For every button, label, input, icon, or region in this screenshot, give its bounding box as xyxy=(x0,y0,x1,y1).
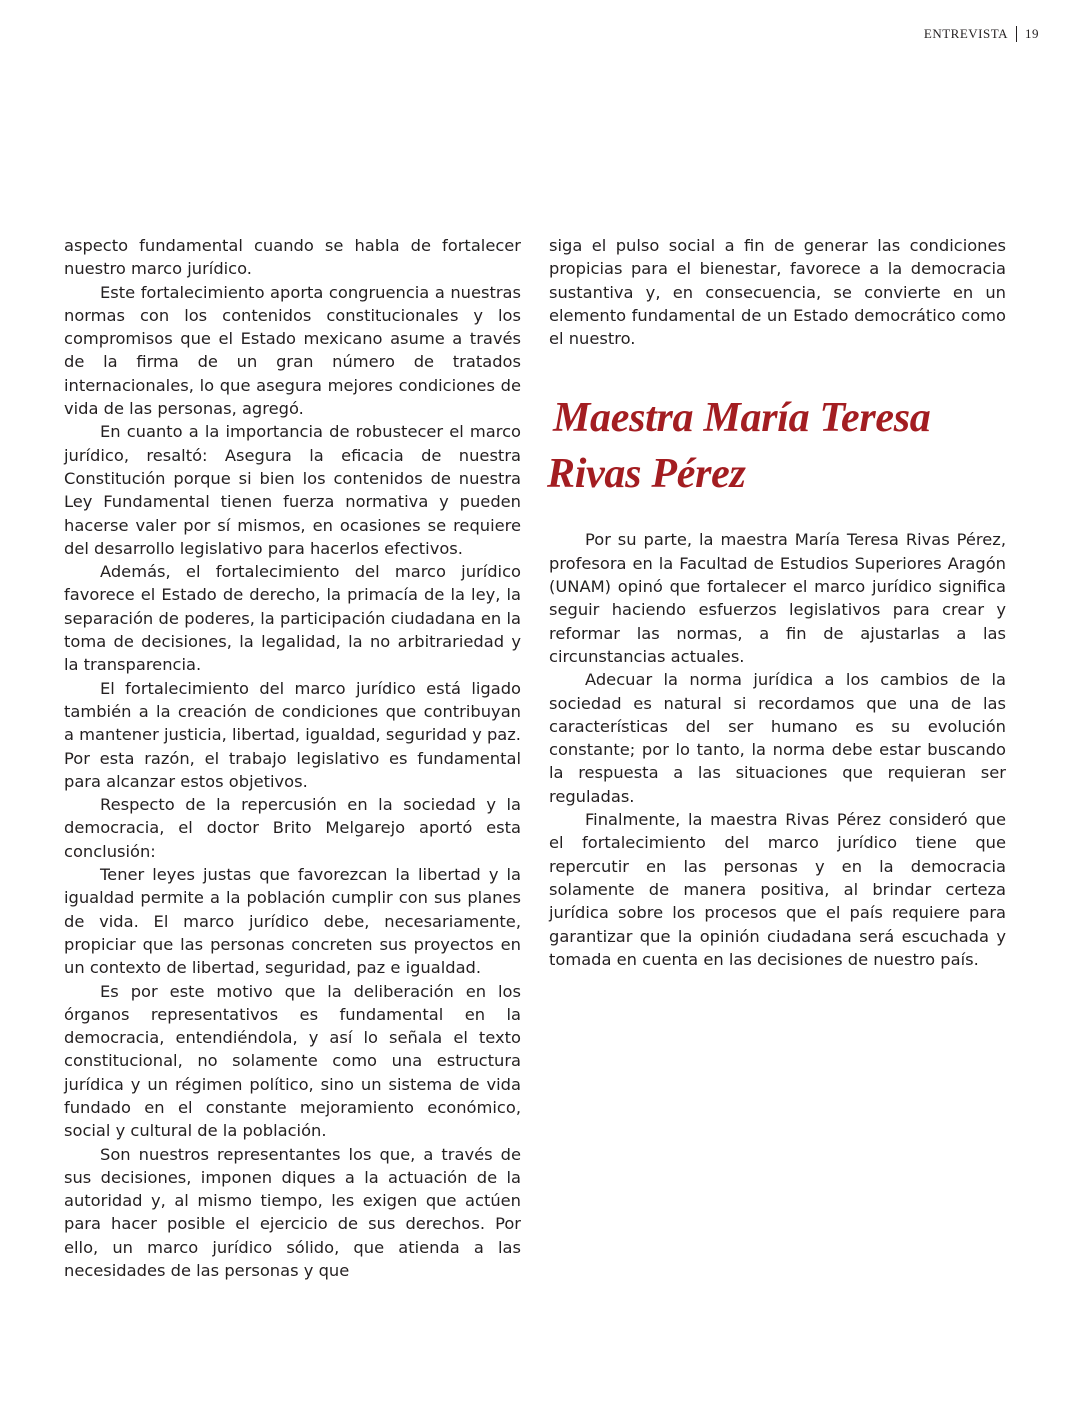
right-column xyxy=(549,234,1006,971)
paragraph: Es por este motivo que la deliberación en los órganos representativos es fundamental en la democracia, entendiéndola, y así lo señala el texto constitucional, no solamente como una estructura jurídica y un régimen político, sino un sistema de vida fundado en el constante mejoramiento económico, social y cultural de la población. xyxy=(64,981,521,1141)
paragraph: Tener leyes justas que favorezcan la libertad y la igualdad permite a la población cumplir con sus planes de vida. El marco jurídico debe, necesariamente, propiciar que las personas concreten sus proyectos en un contexto de libertad, seguridad, paz e igualdad. xyxy=(64,865,521,978)
paragraph: En cuanto a la importancia de robustecer el marco jurídico, resaltó: Asegura la eficacia de nuestra Constitución porque si bien los contenidos de nuestra Ley Fundamental tienen fuerza normativa y pueden hacerse valer por sí mismos, en ocasiones se requiere del desarrollo legislativo para hacerlos efectivos. xyxy=(64,422,521,558)
section-heading xyxy=(547,390,1006,502)
page-number: 19 xyxy=(1025,26,1039,41)
running-header xyxy=(924,26,1039,42)
left-column xyxy=(64,234,521,1282)
paragraph: siga el pulso social a fin de generar las condiciones propicias para el bienestar, favorece a la democracia sustantiva y, en consecuencia, se convierte en un elemento fundamental de un Estado democrático como el nuestro. xyxy=(549,236,1006,349)
paragraph: Además, el fortalecimiento del marco jurídico favorece el Estado de derecho, la primacía de la ley, la separación de poderes, la participación ciudadana en la toma de decisiones, la legalidad, la no arbitrariedad y la transparencia. xyxy=(64,562,521,675)
paragraph: Por su parte, la maestra María Teresa Rivas Pérez, profesora en la Facultad de Estudios Superiores Aragón (UNAM) opinó que fortalecer el marco jurídico significa seguir haciendo esfuerzos legislativos para crear y reformar las normas, a fin de ajustarlas a las circunstancias actuales. xyxy=(549,530,1006,666)
section-label: ENTREVISTA xyxy=(923,26,1008,41)
paragraph: Adecuar la norma jurídica a los cambios de la sociedad es natural si recordamos que una de las características del ser humano es su evolución constante; por lo tanto, la norma debe estar buscando la respuesta a las situaciones que requieran ser reguladas. xyxy=(549,670,1006,806)
heading-line: Maestra María Teresa xyxy=(553,395,931,442)
paragraph: El fortalecimiento del marco jurídico está ligado también a la creación de condiciones que contribuyan a mantener justicia, libertad, igualdad, seguridad y paz. Por esta razón, el trabajo legislativo es fundamental para alcanzar estos objetivos. xyxy=(64,678,521,791)
header-divider xyxy=(1016,26,1017,42)
paragraph: Finalmente, la maestra Rivas Pérez consideró que el fortalecimiento del marco jurídico tiene que repercutir en las personas y en la democracia solamente de manera positiva, al brindar certeza jurídica sobre los procesos que el país requiere para garantizar que la opinión ciudadana será escuchada y tomada en cuenta en las decisiones de nuestro país. xyxy=(549,810,1006,969)
heading-line: Rivas Pérez xyxy=(547,451,746,498)
paragraph: Son nuestros representantes los que, a través de sus decisiones, imponen diques a la actuación de la autoridad y, al mismo tiempo, les exigen que actúen para hacer posible el ejercicio de sus derechos. Por ello, un marco jurídico sólido, que atienda a las necesidades de las personas y que xyxy=(64,1144,521,1281)
paragraph: Respecto de la repercusión en la sociedad y la democracia, el doctor Brito Melgarejo aportó esta conclusión: xyxy=(64,795,521,861)
paragraph: Este fortalecimiento aporta congruencia a nuestras normas con los contenidos constitucionales y los compromisos que el Estado mexicano asume a través de la firma de un gran número de tratados internacionales, lo que asegura mejores condiciones de vida de las personas, agregó. xyxy=(64,282,521,419)
paragraph: aspecto fundamental cuando se habla de fortalecer nuestro marco jurídico. xyxy=(64,236,521,279)
